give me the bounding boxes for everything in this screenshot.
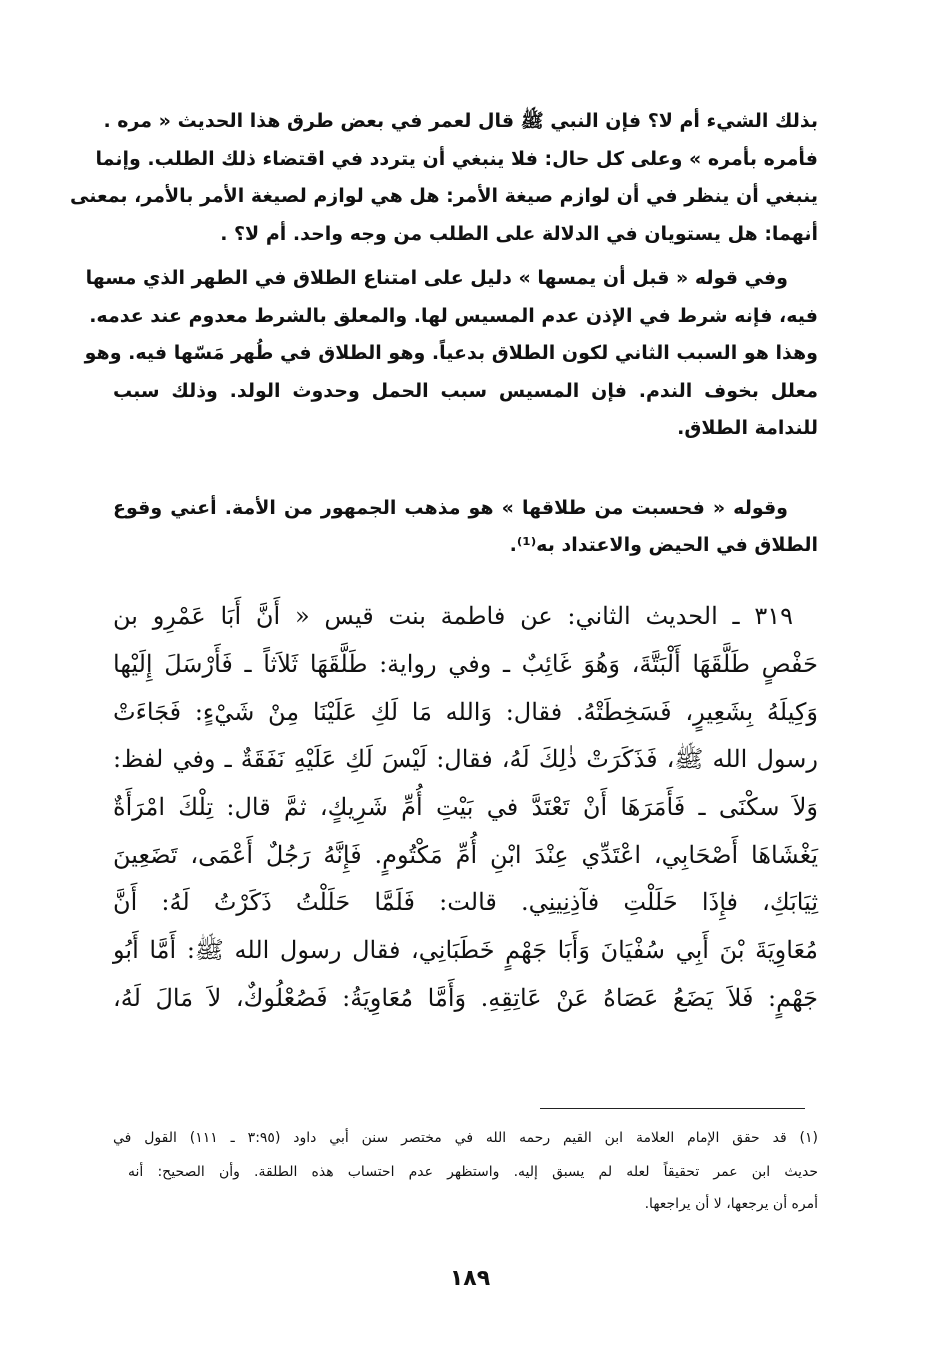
footnote-divider: [540, 1108, 805, 1109]
hadith-line: وَكِيلَهُ بِشَعِيرٍ، فَسَخِطَتْهُ. فقال: وَالله مَا لَكِ عَلَيْنَا مِنْ شَيْءٍ: فَجَاءَتْ: [113, 698, 818, 726]
hadith-line: جَهْمٍ: فَلاَ يَضَعُ عَصَاهُ عَنْ عَاتِقِهِ. وَأَمَّا مُعَاوِيَةُ: فَصُعْلُوكٌ، لاَ مَالَ لَهُ،: [113, 984, 818, 1012]
footnote-line: (١) قد حقق الإمام العلامة ابن القيم رحمه الله في مختصر سنن أبي داود (٣:٩٥ ـ ١١١) القول في: [113, 1130, 818, 1146]
text-line: للندامة الطلاق.: [677, 417, 818, 439]
text-line: الطلاق في الحيض والاعتداد به⁽¹⁾.: [509, 534, 818, 556]
hadith-line: يَغْشَاهَا أَصْحَابِي، اعْتَدِّي عِنْدَ ابْنِ أُمِّ مَكْتُومٍ. فَإِنَّهُ رَجُلٌ أَعْمَى، تَضَعِينَ: [113, 841, 818, 869]
hadith-line: ثِيَابَكِ، فإِذَا حَلَلْتِ فآذِنِينِي. قالت: فَلَمَّا حَلَلْتُ ذَكَرْتُ لَهُ: أَنَّ: [113, 888, 818, 916]
hadith-line: رسول الله ﷺ، فَذَكَرَتْ ذٰلِكَ لَهُ، فقال: لَيْسَ لَكِ عَلَيْهِ نَفَقَةٌ ـ وفي لفظ:: [113, 745, 818, 773]
hadith-line: وَلاَ سكْنَى ـ فَأَمَرَهَا أَنْ تَعْتَدَّ في بَيْتِ أُمِّ شَرِيكٍ، ثمَّ قال: تِلْكَ امْرَأَةٌ: [113, 793, 818, 821]
hadith-line: ٣١٩ ـ الحديث الثاني: عن فاطمة بنت قيس « أَنَّ أَبَا عَمْرِو بن: [113, 602, 793, 630]
text-line: ينبغي أن ينظر في أن لوازم صيغة الأمر: هل هي لوازم لصيغة الأمر بالأمر، بمعنى: [69, 185, 818, 207]
text-line: فيه، فإنه شرط في الإذن عدم المسيس لها. والمعلق بالشرط معدوم عند عدمه.: [89, 305, 818, 327]
text-line: وهذا هو السبب الثاني لكون الطلاق بدعياً. وهو الطلاق في طُهر مَسّها فيه. وهو: [84, 342, 818, 364]
text-line: وقوله « فحسبت من طلاقها » هو مذهب الجمهور من الأمة. أعني وقوع: [113, 497, 788, 519]
text-line: معلل بخوف الندم. فإن المسيس سبب الحمل وحدوث الولد. وذلك سبب: [113, 380, 818, 402]
hadith-line: مُعَاوِيَةَ بْنَ أَبِي سُفْيَانَ وَأَبَا جَهْمٍ خَطَبَانِي، فقال رسول الله ﷺ: أَمَّا أَبُو: [113, 936, 818, 964]
footnote-line: حديث ابن عمر تحقيقاً لعله لم يسبق إليه. واستظهر عدم احتساب هذه الطلقة. وأن الصحيح: أنه: [128, 1164, 818, 1180]
text-line: أنهما: هل يستويان في الدلالة على الطلب من وجه واحد. أم لا؟ .: [220, 223, 818, 245]
text-line: بذلك الشيء أم لا؟ فإن النبي ﷺ قال لعمر في بعض طرق هذا الحديث « مره .: [103, 110, 818, 132]
hadith-line: حَفْصٍ طَلَّقَهَا أَلْبَتَّةَ، وَهُوَ غَائِبٌ ـ وفي رواية: طَلَّقَهَا ثَلاَثاً ـ فَأَرْسَلَ إِلَيْها: [113, 650, 818, 678]
page-number: ١٨٩: [449, 1266, 491, 1291]
text-line: فأمره بأمره » وعلى كل حال: فلا ينبغي أن يتردد في اقتضاء ذلك الطلب. وإنما: [95, 148, 818, 170]
text-line: وفي قوله « قبل أن يمسها » دليل على امتناع الطلاق في الطهر الذي مسها: [85, 267, 788, 289]
footnote-line: أمره أن يرجعها، لا أن يراجعها.: [644, 1196, 818, 1212]
